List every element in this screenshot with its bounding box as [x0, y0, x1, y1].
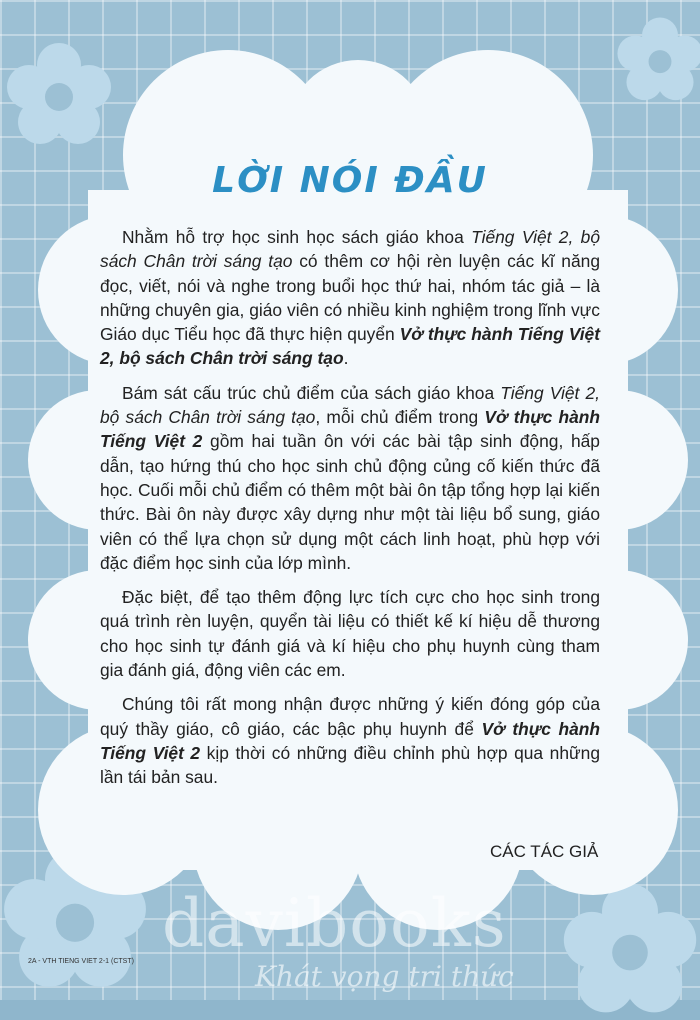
paragraph: [100, 692, 600, 789]
signature: CÁC TÁC GIẢ: [490, 842, 599, 861]
watermark-brand: davibooks: [162, 885, 507, 962]
paragraph-text-run: Vở thực hành Tiếng Việt 2: [100, 718, 601, 763]
paragraph-text-run: Vở thực hành Tiếng Việt 2, bộ sách Chân trời sáng tạo: [100, 324, 600, 369]
paragraph-text-run: Tiếng Việt 2, bộ sách Chân trời sáng tạo: [100, 227, 600, 272]
page-footer: 2A - VTH TIENG VIET 2-1 (CTST): [28, 958, 134, 965]
paragraph-text-run: Đặc biệt, để tạo thêm động lực tích cực cho học sinh trong quá trình rèn luyện, quyển tài liệu có thiết kế kí hiệu dễ thương cho học sinh tự đánh giá và kí hiệu cho phụ huynh cùng tham gia đánh giá, động viên các em.: [100, 587, 600, 681]
paragraph-text-run: Tiếng Việt 2, bộ sách Chân trời sáng tạo: [100, 382, 601, 428]
page-title: LỜI NÓI ĐẦU: [212, 160, 488, 201]
paragraph-text-run: , mỗi chủ điểm trong: [315, 407, 485, 428]
paragraph-text-run: có thêm cơ hội rèn luyện các kĩ năng đọc, viết, nói và nghe trong buổi học thứ hai, nhóm tác giả – là những chuyên gia, giáo viên có nhiều kinh nghiệm trong lĩnh vực Giáo dục Tiểu học đã thực hiện quyển: [100, 251, 600, 345]
paragraph-text-run: Nhằm hỗ trợ học sinh học sách giáo khoa: [122, 227, 472, 247]
paragraph-text-run: kịp thời có những điều chỉnh phù hợp qua những lần tái bản sau.: [100, 742, 600, 788]
paragraph-text-run: gồm hai tuần ôn với các bài tập sinh động, hấp dẫn, tạo hứng thú cho học sinh chủ động củng cố kiến thức đã học. Cuối mỗi chủ điểm có thêm một bài ôn tập tổng hợp lại kiến thức. Bài ôn này được xây dựng như một tài liệu bổ sung, giáo viên có thể lựa chọn sử dụng một cách linh hoạt, phù hợp với đặc điểm học sinh của lớp mình.: [100, 431, 600, 573]
paragraph: [100, 225, 600, 371]
paragraph-text-run: Vở thực hành Tiếng Việt 2: [100, 407, 601, 452]
paragraph-text-run: Chúng tôi rất mong nhận được những ý kiến đóng góp của quý thầy giáo, cô giáo, các bậc phụ huynh để: [100, 694, 600, 739]
paragraph-text-run: Bám sát cấu trúc chủ điểm của sách giáo khoa: [122, 382, 501, 403]
preface-content: [100, 160, 600, 800]
watermark-slogan: Khát vọng tri thức: [255, 960, 514, 993]
paragraph: [100, 381, 600, 575]
paragraph: [100, 585, 600, 682]
paragraph-text-run: .: [343, 348, 349, 369]
